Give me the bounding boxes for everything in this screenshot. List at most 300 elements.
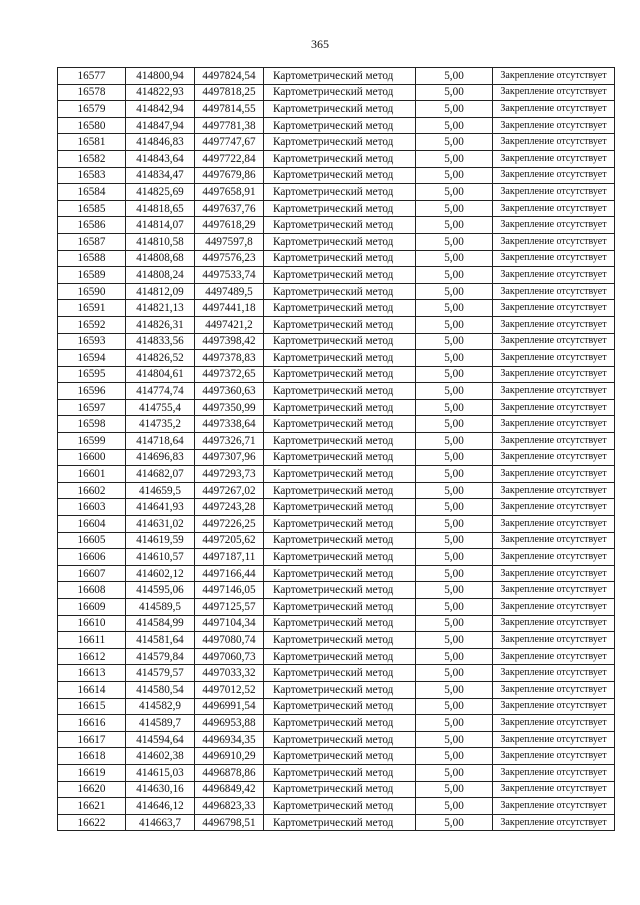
point-number-cell: 16585 (58, 200, 126, 217)
method-cell: Картометрический метод (264, 267, 416, 284)
fixation-cell: Закрепление отсутствует (493, 117, 615, 134)
point-number-cell: 16579 (58, 101, 126, 118)
point-number-cell: 16609 (58, 599, 126, 616)
x-coordinate-cell: 414800,94 (126, 68, 195, 85)
table-row (58, 814, 615, 831)
x-coordinate-cell: 414630,16 (126, 781, 195, 798)
point-number-cell: 16588 (58, 250, 126, 267)
x-coordinate-cell: 414843,64 (126, 150, 195, 167)
fixation-cell: Закрепление отсутствует (493, 615, 615, 632)
method-cell: Картометрический метод (264, 516, 416, 533)
y-coordinate-cell: 4497824,54 (195, 68, 264, 85)
y-coordinate-cell: 4497060,73 (195, 648, 264, 665)
fixation-cell: Закрепление отсутствует (493, 134, 615, 151)
x-coordinate-cell: 414825,69 (126, 184, 195, 201)
method-cell: Картометрический метод (264, 532, 416, 549)
accuracy-cell: 5,00 (416, 798, 493, 815)
x-coordinate-cell: 414595,06 (126, 582, 195, 599)
fixation-cell: Закрепление отсутствует (493, 814, 615, 831)
fixation-cell: Закрепление отсутствует (493, 449, 615, 466)
method-cell: Картометрический метод (264, 316, 416, 333)
fixation-cell: Закрепление отсутствует (493, 648, 615, 665)
y-coordinate-cell: 4496934,35 (195, 731, 264, 748)
table-row (58, 316, 615, 333)
accuracy-cell: 5,00 (416, 399, 493, 416)
x-coordinate-cell: 414826,52 (126, 350, 195, 367)
table-row (58, 433, 615, 450)
method-cell: Картометрический метод (264, 449, 416, 466)
fixation-cell: Закрепление отсутствует (493, 300, 615, 317)
method-cell: Картометрический метод (264, 681, 416, 698)
point-number-cell: 16604 (58, 516, 126, 533)
x-coordinate-cell: 414808,68 (126, 250, 195, 267)
point-number-cell: 16590 (58, 283, 126, 300)
fixation-cell: Закрепление отсутствует (493, 399, 615, 416)
method-cell: Картометрический метод (264, 748, 416, 765)
method-cell: Картометрический метод (264, 217, 416, 234)
table-row (58, 798, 615, 815)
x-coordinate-cell: 414718,64 (126, 433, 195, 450)
method-cell: Картометрический метод (264, 599, 416, 616)
method-cell: Картометрический метод (264, 499, 416, 516)
fixation-cell: Закрепление отсутствует (493, 632, 615, 649)
x-coordinate-cell: 414842,94 (126, 101, 195, 118)
fixation-cell: Закрепление отсутствует (493, 731, 615, 748)
fixation-cell: Закрепление отсутствует (493, 499, 615, 516)
method-cell: Картометрический метод (264, 350, 416, 367)
accuracy-cell: 5,00 (416, 233, 493, 250)
y-coordinate-cell: 4497146,05 (195, 582, 264, 599)
y-coordinate-cell: 4497125,57 (195, 599, 264, 616)
fixation-cell: Закрепление отсутствует (493, 781, 615, 798)
fixation-cell: Закрепление отсутствует (493, 217, 615, 234)
table-row (58, 532, 615, 549)
x-coordinate-cell: 414615,03 (126, 764, 195, 781)
method-cell: Картометрический метод (264, 366, 416, 383)
x-coordinate-cell: 414774,74 (126, 383, 195, 400)
table-row (58, 632, 615, 649)
point-number-cell: 16606 (58, 549, 126, 566)
table-row (58, 250, 615, 267)
y-coordinate-cell: 4497679,86 (195, 167, 264, 184)
accuracy-cell: 5,00 (416, 433, 493, 450)
accuracy-cell: 5,00 (416, 68, 493, 85)
x-coordinate-cell: 414582,9 (126, 698, 195, 715)
fixation-cell: Закрепление отсутствует (493, 565, 615, 582)
table-row (58, 731, 615, 748)
method-cell: Картометрический метод (264, 632, 416, 649)
y-coordinate-cell: 4497350,99 (195, 399, 264, 416)
point-number-cell: 16577 (58, 68, 126, 85)
x-coordinate-cell: 414826,31 (126, 316, 195, 333)
table-row (58, 350, 615, 367)
table-row (58, 681, 615, 698)
y-coordinate-cell: 4497421,2 (195, 316, 264, 333)
fixation-cell: Закрепление отсутствует (493, 748, 615, 765)
coordinates-table (57, 67, 615, 831)
table-row (58, 134, 615, 151)
method-cell: Картометрический метод (264, 798, 416, 815)
x-coordinate-cell: 414821,13 (126, 300, 195, 317)
point-number-cell: 16596 (58, 383, 126, 400)
method-cell: Картометрический метод (264, 150, 416, 167)
fixation-cell: Закрепление отсутствует (493, 715, 615, 732)
y-coordinate-cell: 4497378,83 (195, 350, 264, 367)
point-number-cell: 16592 (58, 316, 126, 333)
point-number-cell: 16608 (58, 582, 126, 599)
point-number-cell: 16621 (58, 798, 126, 815)
accuracy-cell: 5,00 (416, 565, 493, 582)
accuracy-cell: 5,00 (416, 599, 493, 616)
x-coordinate-cell: 414755,4 (126, 399, 195, 416)
method-cell: Картометрический метод (264, 781, 416, 798)
table-row (58, 615, 615, 632)
y-coordinate-cell: 4496849,42 (195, 781, 264, 798)
point-number-cell: 16605 (58, 532, 126, 549)
point-number-cell: 16582 (58, 150, 126, 167)
x-coordinate-cell: 414814,07 (126, 217, 195, 234)
point-number-cell: 16580 (58, 117, 126, 134)
method-cell: Картометрический метод (264, 68, 416, 85)
fixation-cell: Закрепление отсутствует (493, 250, 615, 267)
point-number-cell: 16597 (58, 399, 126, 416)
x-coordinate-cell: 414804,61 (126, 366, 195, 383)
x-coordinate-cell: 414589,5 (126, 599, 195, 616)
y-coordinate-cell: 4497326,71 (195, 433, 264, 450)
method-cell: Картометрический метод (264, 416, 416, 433)
table-row (58, 200, 615, 217)
method-cell: Картометрический метод (264, 715, 416, 732)
fixation-cell: Закрепление отсутствует (493, 184, 615, 201)
fixation-cell: Закрепление отсутствует (493, 466, 615, 483)
accuracy-cell: 5,00 (416, 184, 493, 201)
method-cell: Картометрический метод (264, 383, 416, 400)
point-number-cell: 16618 (58, 748, 126, 765)
method-cell: Картометрический метод (264, 300, 416, 317)
point-number-cell: 16593 (58, 333, 126, 350)
table-row (58, 84, 615, 101)
fixation-cell: Закрепление отсутствует (493, 599, 615, 616)
y-coordinate-cell: 4496991,54 (195, 698, 264, 715)
y-coordinate-cell: 4497372,65 (195, 366, 264, 383)
y-coordinate-cell: 4497781,38 (195, 117, 264, 134)
fixation-cell: Закрепление отсутствует (493, 681, 615, 698)
accuracy-cell: 5,00 (416, 466, 493, 483)
point-number-cell: 16616 (58, 715, 126, 732)
table-row (58, 300, 615, 317)
x-coordinate-cell: 414735,2 (126, 416, 195, 433)
point-number-cell: 16581 (58, 134, 126, 151)
point-number-cell: 16602 (58, 482, 126, 499)
point-number-cell: 16595 (58, 366, 126, 383)
accuracy-cell: 5,00 (416, 300, 493, 317)
table-row (58, 582, 615, 599)
method-cell: Картометрический метод (264, 731, 416, 748)
method-cell: Картометрический метод (264, 117, 416, 134)
x-coordinate-cell: 414594,64 (126, 731, 195, 748)
accuracy-cell: 5,00 (416, 549, 493, 566)
method-cell: Картометрический метод (264, 84, 416, 101)
table-row (58, 499, 615, 516)
y-coordinate-cell: 4497618,29 (195, 217, 264, 234)
method-cell: Картометрический метод (264, 466, 416, 483)
x-coordinate-cell: 414834,47 (126, 167, 195, 184)
table-row (58, 184, 615, 201)
table-row (58, 781, 615, 798)
x-coordinate-cell: 414663,7 (126, 814, 195, 831)
table-row (58, 217, 615, 234)
accuracy-cell: 5,00 (416, 814, 493, 831)
method-cell: Картометрический метод (264, 565, 416, 582)
accuracy-cell: 5,00 (416, 615, 493, 632)
method-cell: Картометрический метод (264, 549, 416, 566)
x-coordinate-cell: 414847,94 (126, 117, 195, 134)
table-row (58, 698, 615, 715)
point-number-cell: 16578 (58, 84, 126, 101)
y-coordinate-cell: 4497187,11 (195, 549, 264, 566)
fixation-cell: Закрепление отсутствует (493, 764, 615, 781)
x-coordinate-cell: 414808,24 (126, 267, 195, 284)
accuracy-cell: 5,00 (416, 665, 493, 682)
accuracy-cell: 5,00 (416, 698, 493, 715)
point-number-cell: 16619 (58, 764, 126, 781)
y-coordinate-cell: 4497722,84 (195, 150, 264, 167)
x-coordinate-cell: 414580,54 (126, 681, 195, 698)
table-row (58, 565, 615, 582)
fixation-cell: Закрепление отсутствует (493, 333, 615, 350)
method-cell: Картометрический метод (264, 814, 416, 831)
x-coordinate-cell: 414581,64 (126, 632, 195, 649)
point-number-cell: 16613 (58, 665, 126, 682)
fixation-cell: Закрепление отсутствует (493, 366, 615, 383)
table-row (58, 449, 615, 466)
method-cell: Картометрический метод (264, 101, 416, 118)
table-row (58, 416, 615, 433)
fixation-cell: Закрепление отсутствует (493, 316, 615, 333)
x-coordinate-cell: 414602,12 (126, 565, 195, 582)
accuracy-cell: 5,00 (416, 416, 493, 433)
y-coordinate-cell: 4497293,73 (195, 466, 264, 483)
table-row (58, 233, 615, 250)
point-number-cell: 16612 (58, 648, 126, 665)
fixation-cell: Закрепление отсутствует (493, 532, 615, 549)
method-cell: Картометрический метод (264, 433, 416, 450)
fixation-cell: Закрепление отсутствует (493, 698, 615, 715)
x-coordinate-cell: 414846,83 (126, 134, 195, 151)
point-number-cell: 16589 (58, 267, 126, 284)
fixation-cell: Закрепление отсутствует (493, 549, 615, 566)
y-coordinate-cell: 4497637,76 (195, 200, 264, 217)
y-coordinate-cell: 4497398,42 (195, 333, 264, 350)
accuracy-cell: 5,00 (416, 516, 493, 533)
fixation-cell: Закрепление отсутствует (493, 433, 615, 450)
table-row (58, 665, 615, 682)
point-number-cell: 16586 (58, 217, 126, 234)
method-cell: Картометрический метод (264, 615, 416, 632)
y-coordinate-cell: 4496823,33 (195, 798, 264, 815)
y-coordinate-cell: 4497533,74 (195, 267, 264, 284)
point-number-cell: 16598 (58, 416, 126, 433)
point-number-cell: 16601 (58, 466, 126, 483)
table-row (58, 167, 615, 184)
fixation-cell: Закрепление отсутствует (493, 350, 615, 367)
fixation-cell: Закрепление отсутствует (493, 516, 615, 533)
accuracy-cell: 5,00 (416, 316, 493, 333)
y-coordinate-cell: 4497104,34 (195, 615, 264, 632)
method-cell: Картометрический метод (264, 167, 416, 184)
accuracy-cell: 5,00 (416, 217, 493, 234)
y-coordinate-cell: 4497338,64 (195, 416, 264, 433)
x-coordinate-cell: 414631,02 (126, 516, 195, 533)
x-coordinate-cell: 414682,07 (126, 466, 195, 483)
point-number-cell: 16607 (58, 565, 126, 582)
y-coordinate-cell: 4496798,51 (195, 814, 264, 831)
point-number-cell: 16594 (58, 350, 126, 367)
method-cell: Картометрический метод (264, 582, 416, 599)
y-coordinate-cell: 4497658,91 (195, 184, 264, 201)
point-number-cell: 16591 (58, 300, 126, 317)
accuracy-cell: 5,00 (416, 482, 493, 499)
x-coordinate-cell: 414579,84 (126, 648, 195, 665)
accuracy-cell: 5,00 (416, 764, 493, 781)
accuracy-cell: 5,00 (416, 532, 493, 549)
y-coordinate-cell: 4497012,52 (195, 681, 264, 698)
accuracy-cell: 5,00 (416, 449, 493, 466)
table-row (58, 648, 615, 665)
x-coordinate-cell: 414818,65 (126, 200, 195, 217)
y-coordinate-cell: 4497441,18 (195, 300, 264, 317)
x-coordinate-cell: 414641,93 (126, 499, 195, 516)
table-row (58, 482, 615, 499)
y-coordinate-cell: 4497597,8 (195, 233, 264, 250)
accuracy-cell: 5,00 (416, 150, 493, 167)
y-coordinate-cell: 4497576,23 (195, 250, 264, 267)
x-coordinate-cell: 414579,57 (126, 665, 195, 682)
accuracy-cell: 5,00 (416, 350, 493, 367)
table-row (58, 101, 615, 118)
table-row (58, 748, 615, 765)
point-number-cell: 16615 (58, 698, 126, 715)
x-coordinate-cell: 414589,7 (126, 715, 195, 732)
accuracy-cell: 5,00 (416, 748, 493, 765)
method-cell: Картометрический метод (264, 648, 416, 665)
y-coordinate-cell: 4497166,44 (195, 565, 264, 582)
point-number-cell: 16583 (58, 167, 126, 184)
y-coordinate-cell: 4497205,62 (195, 532, 264, 549)
accuracy-cell: 5,00 (416, 715, 493, 732)
y-coordinate-cell: 4497267,02 (195, 482, 264, 499)
accuracy-cell: 5,00 (416, 499, 493, 516)
accuracy-cell: 5,00 (416, 383, 493, 400)
method-cell: Картометрический метод (264, 698, 416, 715)
fixation-cell: Закрепление отсутствует (493, 383, 615, 400)
table-row (58, 764, 615, 781)
accuracy-cell: 5,00 (416, 632, 493, 649)
y-coordinate-cell: 4497226,25 (195, 516, 264, 533)
method-cell: Картометрический метод (264, 200, 416, 217)
x-coordinate-cell: 414812,09 (126, 283, 195, 300)
y-coordinate-cell: 4496910,29 (195, 748, 264, 765)
table-row (58, 516, 615, 533)
method-cell: Картометрический метод (264, 250, 416, 267)
table-row (58, 383, 615, 400)
method-cell: Картометрический метод (264, 399, 416, 416)
point-number-cell: 16620 (58, 781, 126, 798)
accuracy-cell: 5,00 (416, 648, 493, 665)
accuracy-cell: 5,00 (416, 267, 493, 284)
y-coordinate-cell: 4497033,32 (195, 665, 264, 682)
fixation-cell: Закрепление отсутствует (493, 200, 615, 217)
point-number-cell: 16611 (58, 632, 126, 649)
y-coordinate-cell: 4497307,96 (195, 449, 264, 466)
fixation-cell: Закрепление отсутствует (493, 150, 615, 167)
accuracy-cell: 5,00 (416, 681, 493, 698)
x-coordinate-cell: 414810,58 (126, 233, 195, 250)
x-coordinate-cell: 414610,57 (126, 549, 195, 566)
fixation-cell: Закрепление отсутствует (493, 167, 615, 184)
fixation-cell: Закрепление отсутствует (493, 665, 615, 682)
point-number-cell: 16617 (58, 731, 126, 748)
table-row (58, 267, 615, 284)
point-number-cell: 16599 (58, 433, 126, 450)
fixation-cell: Закрепление отсутствует (493, 798, 615, 815)
method-cell: Картометрический метод (264, 333, 416, 350)
method-cell: Картометрический метод (264, 184, 416, 201)
y-coordinate-cell: 4497243,28 (195, 499, 264, 516)
accuracy-cell: 5,00 (416, 200, 493, 217)
x-coordinate-cell: 414696,83 (126, 449, 195, 466)
point-number-cell: 16610 (58, 615, 126, 632)
table-row (58, 333, 615, 350)
y-coordinate-cell: 4497080,74 (195, 632, 264, 649)
table-row (58, 466, 615, 483)
accuracy-cell: 5,00 (416, 283, 493, 300)
fixation-cell: Закрепление отсутствует (493, 582, 615, 599)
y-coordinate-cell: 4496953,88 (195, 715, 264, 732)
coordinates-table-body (58, 68, 615, 831)
point-number-cell: 16587 (58, 233, 126, 250)
fixation-cell: Закрепление отсутствует (493, 84, 615, 101)
method-cell: Картометрический метод (264, 283, 416, 300)
y-coordinate-cell: 4496878,86 (195, 764, 264, 781)
point-number-cell: 16614 (58, 681, 126, 698)
method-cell: Картометрический метод (264, 482, 416, 499)
table-row (58, 549, 615, 566)
fixation-cell: Закрепление отсутствует (493, 233, 615, 250)
accuracy-cell: 5,00 (416, 250, 493, 267)
point-number-cell: 16622 (58, 814, 126, 831)
method-cell: Картометрический метод (264, 233, 416, 250)
x-coordinate-cell: 414822,93 (126, 84, 195, 101)
fixation-cell: Закрепление отсутствует (493, 283, 615, 300)
fixation-cell: Закрепление отсутствует (493, 482, 615, 499)
y-coordinate-cell: 4497814,55 (195, 101, 264, 118)
accuracy-cell: 5,00 (416, 781, 493, 798)
x-coordinate-cell: 414646,12 (126, 798, 195, 815)
accuracy-cell: 5,00 (416, 134, 493, 151)
table-row (58, 599, 615, 616)
accuracy-cell: 5,00 (416, 333, 493, 350)
x-coordinate-cell: 414602,38 (126, 748, 195, 765)
table-row (58, 399, 615, 416)
accuracy-cell: 5,00 (416, 101, 493, 118)
accuracy-cell: 5,00 (416, 731, 493, 748)
accuracy-cell: 5,00 (416, 117, 493, 134)
accuracy-cell: 5,00 (416, 167, 493, 184)
table-row (58, 715, 615, 732)
table-row (58, 283, 615, 300)
accuracy-cell: 5,00 (416, 582, 493, 599)
